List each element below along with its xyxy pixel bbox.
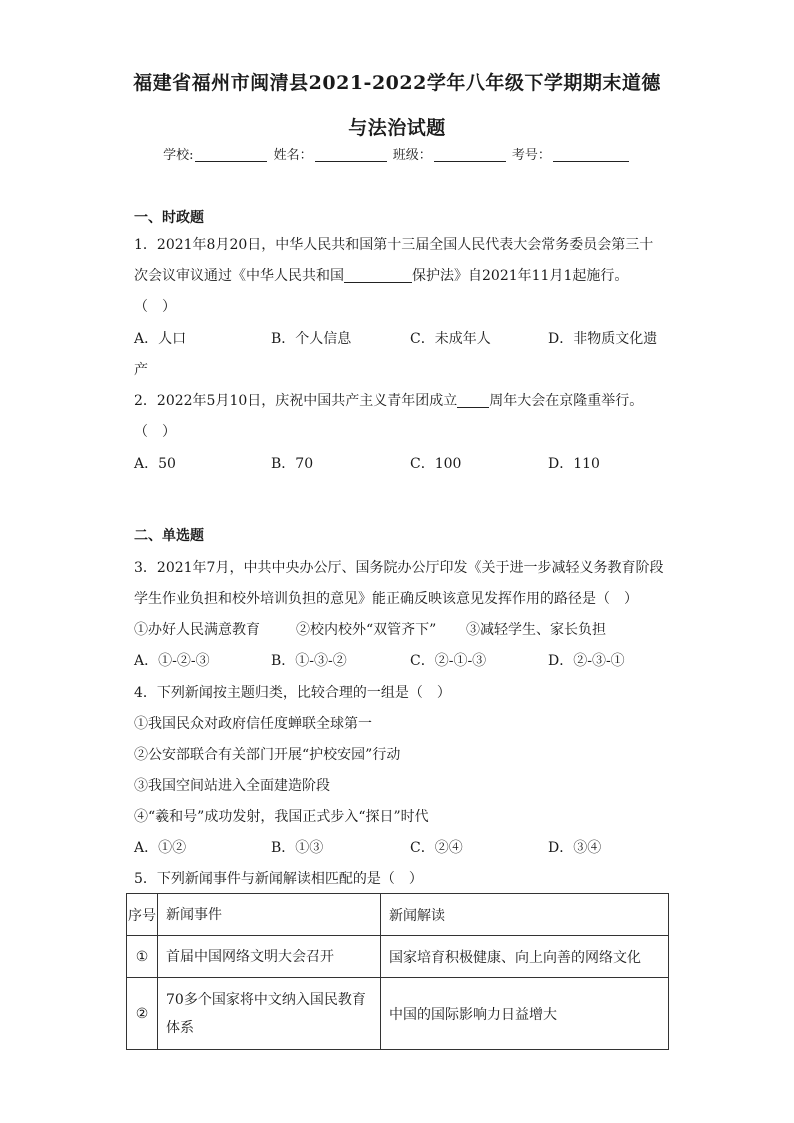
news-table [126,893,669,1050]
q4-option-a[interactable]: A．①② [134,840,187,856]
student-info-line [0,144,794,163]
table-row [127,936,669,978]
q2-stem-post: 周年大会在京隆重举行。 [489,393,644,409]
id-label: 考号： [511,148,551,163]
q3-option-d[interactable]: D．②-③-① [548,653,625,669]
q3-item-2: ②校内校外“双管齐下” [296,622,437,638]
q4-item-1: ①我国民众对政府信任度蝉联全球第一 [134,716,372,732]
name-field[interactable] [315,147,387,162]
q2-option-b[interactable]: B．70 [271,456,314,472]
q3-item-1: ①办好人民满意教育 [134,622,260,638]
class-field[interactable] [434,147,506,162]
table-header-row [127,894,669,936]
q3-option-c[interactable]: C．②-①-③ [410,653,487,669]
q2-stem-line1 [134,390,643,410]
q3-stem-line2: 学生作业负担和校外培训负担的意见》能正确反映该意见发挥作用的路径是（ ） [134,591,638,607]
q1-option-b[interactable]: B．个人信息 [271,331,352,347]
table-cell-no: ② [127,978,158,1050]
q4-item-4: ④“羲和号”成功发射，我国正式步入“探日”时代 [134,809,429,825]
table-cell-no: ① [127,936,158,978]
q1-option-d-wrap: 产 [134,362,148,378]
school-label: 学校: [163,148,194,163]
q2-option-d[interactable]: D．110 [548,456,600,472]
school-field[interactable] [195,147,267,162]
q4-option-b[interactable]: B．①③ [271,840,324,856]
table-cell-reading: 国家培育积极健康、向上向善的网络文化 [381,936,669,978]
q4-option-c[interactable]: C．②④ [410,840,463,856]
q1-option-d[interactable]: D．非物质文化遗 [548,331,658,347]
q2-paren: （ ） [134,424,176,440]
table-header-cell: 新闻解读 [381,894,669,936]
q2-blank [457,393,489,408]
table-cell-event: 70多个国家将中文纳入国民教育体系 [158,978,381,1050]
q1-stem-post: 保护法》自2021年11月1起施行。 [412,268,629,284]
q3-stem-line1: 3．2021年7月，中共中央办公厅、国务院办公厅印发《关于进一步减轻义务教育阶段 [134,560,664,576]
q4-item-3: ③我国空间站进入全面建造阶段 [134,778,330,794]
q1-stem-line2 [134,265,628,285]
q3-option-b[interactable]: B．①-③-② [271,653,347,669]
q1-stem-line1: 1．2021年8月20日，中华人民共和国第十三届全国人民代表大会常务委员会第三十 [134,237,654,253]
q5-stem: 5．下列新闻事件与新闻解读相匹配的是（ ） [134,871,423,887]
q1-stem-pre: 次会议审议通过《中华人民共和国 [134,268,344,284]
section-heading: 一、时政题 [134,210,204,226]
class-label: 班级： [392,148,432,163]
q4-item-2: ②公安部联合有关部门开展“护校安园”行动 [134,747,401,763]
table-row [127,978,669,1050]
section-heading: 二、单选题 [134,528,204,544]
q4-stem: 4．下列新闻按主题归类，比较合理的一组是（ ） [134,685,451,701]
q1-option-a[interactable]: A．人口 [134,331,187,347]
q1-blank [344,268,412,283]
q2-option-c[interactable]: C．100 [410,456,462,472]
q3-option-a[interactable]: A．①-②-③ [134,653,210,669]
q3-item-3: ③减轻学生、家长负担 [466,622,606,638]
name-label: 姓名： [273,148,313,163]
q2-option-a[interactable]: A．50 [134,456,176,472]
table-header-cell: 新闻事件 [158,894,381,936]
table-cell-event: 首届中国网络文明大会召开 [158,936,381,978]
table-cell-reading: 中国的国际影响力日益增大 [381,978,669,1050]
table-header-cell: 序号 [127,894,158,936]
id-field[interactable] [553,147,629,162]
q2-stem-pre: 2．2022年5月10日，庆祝中国共产主义青年团成立 [134,393,458,409]
page-title-line2: 与法治试题 [348,117,446,139]
q4-option-d[interactable]: D．③④ [548,840,602,856]
q1-paren: （ ） [134,299,176,315]
page-title-line1: 福建省福州市闽清县2021-2022学年八年级下学期期末道德 [133,72,661,94]
q1-option-c[interactable]: C．未成年人 [410,331,491,347]
